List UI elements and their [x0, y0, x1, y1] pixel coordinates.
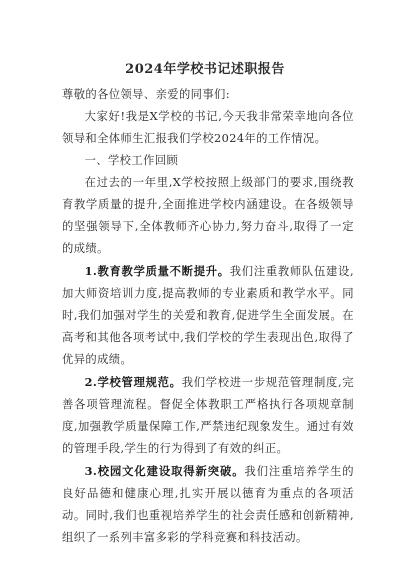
item-paragraph: [62, 260, 354, 371]
item-text: 我们注重培养学生的良好品德和健康心理,扎实开展以德育为重点的各项活动。同时,我们也重视培养学生的社会责任感和创新精神,组织了一系列丰富多彩的学科竞赛和科技活动。: [62, 465, 354, 544]
item-text: 我们注重教师队伍建设,加大师资培训力度,提高教师的专业素质和教学水平。同时,我们加强对学生的关爱和教育,促进学生全面发展。在高考和其他各项考试中,我们学校的学生表现出色,取得了优异的成绩。: [62, 265, 355, 366]
item-text: 我们学校进一步规范管理制度,完善各项管理流程。督促全体教职工严格执行各项规章制度,加强教学质量保障工作,严禁违纪现象发生。通过有效的管理手段,学生的行为得到了有效的纠正。: [62, 376, 355, 455]
intro-paragraph: 大家好!我是X学校的书记,今天我非常荣幸地向各位领导和全体师生汇报我们学校2024年的工作情况。: [62, 110, 354, 145]
item-heading: 3.校园文化建设取得新突破。: [84, 464, 245, 478]
section-paragraph: 在过去的一年里,X学校按照上级部门的要求,围绕教育教学质量的提升,全面推进学校内涵建设。在各级领导的坚强领导下,全体教师齐心协力,努力奋斗,取得了一定的成绩。: [62, 176, 354, 255]
salutation: 尊敬的各位领导、亲爱的同事们:: [62, 88, 230, 101]
item-paragraph: [62, 371, 354, 460]
item-heading: 2.学校管理规范。: [84, 375, 182, 389]
item-paragraph: [62, 460, 354, 549]
section-heading: 一、学校工作回顾: [84, 154, 179, 167]
document-title: 2024年学校书记述职报告: [125, 62, 285, 77]
item-heading: 1.教育教学质量不断提升。: [84, 264, 230, 278]
document-body: [62, 84, 354, 549]
